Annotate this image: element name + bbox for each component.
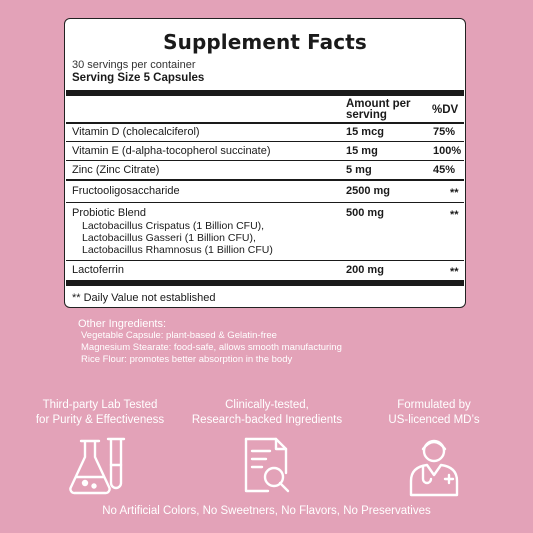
feature-md-formulated xyxy=(349,398,519,497)
ingredient-dv: ** xyxy=(450,187,459,199)
feature-clinically-tested xyxy=(182,398,352,497)
divider xyxy=(66,202,464,203)
amount-header-line2: serving xyxy=(346,109,387,121)
nutrient-name: Vitamin E (d-alpha-tocopherol succinate) xyxy=(72,145,271,157)
supplement-facts-panel xyxy=(64,18,466,308)
divider xyxy=(66,141,464,142)
divider xyxy=(66,90,464,96)
other-ingredients xyxy=(78,318,342,366)
nutrient-amount: 15 mg xyxy=(346,145,378,157)
ingredient-amount: 500 mg xyxy=(346,207,384,219)
probiotic-strain: Lactobacillus Gasseri (1 Billion CFU), xyxy=(82,232,256,244)
nutrient-dv: 45% xyxy=(433,164,456,176)
feature-line: US-licenced MD’s xyxy=(388,414,480,426)
document-search-icon xyxy=(232,435,302,497)
divider xyxy=(66,122,464,124)
nutrient-amount: 15 mcg xyxy=(346,126,384,138)
amount-header-line1: Amount per xyxy=(346,98,411,110)
facts-title: Supplement Facts xyxy=(163,30,367,54)
dv-header: %DV xyxy=(432,104,459,116)
probiotic-strain: Lactobacillus Crispatus (1 Billion CFU), xyxy=(82,220,265,232)
servings-per-container: 30 servings per container xyxy=(72,59,196,71)
other-ingredient-line: Rice Flour: promotes better absorption in the body xyxy=(81,354,293,365)
divider xyxy=(66,280,464,286)
feature-line: Third-party Lab Tested xyxy=(42,399,158,411)
other-ingredients-heading: Other Ingredients: xyxy=(78,318,167,330)
lab-flask-icon xyxy=(65,435,135,497)
ingredient-amount: 200 mg xyxy=(346,264,384,276)
ingredient-name: Fructooligosaccharide xyxy=(72,185,180,197)
feature-line: for Purity & Effectiveness xyxy=(35,414,165,426)
nutrient-dv: 100% xyxy=(433,145,462,157)
divider xyxy=(66,260,464,261)
other-ingredient-line: Magnesium Stearate: food-safe, allows smooth manufacturing xyxy=(81,342,342,353)
nutrient-name: Zinc (Zinc Citrate) xyxy=(72,164,160,176)
probiotic-strain: Lactobacillus Rhamnosus (1 Billion CFU) xyxy=(82,244,273,256)
feature-line: Research-backed Ingredients xyxy=(191,414,343,426)
divider xyxy=(66,179,464,181)
feature-lab-tested xyxy=(15,398,185,497)
nutrient-amount: 5 mg xyxy=(346,164,372,176)
ingredient-dv: ** xyxy=(450,209,459,221)
ingredient-name: Probiotic Blend xyxy=(72,207,146,219)
no-additives-statement: No Artificial Colors, No Sweetners, No Flavors, No Preservatives xyxy=(102,505,431,517)
divider xyxy=(66,160,464,161)
feature-line: Formulated by xyxy=(397,399,471,411)
ingredient-dv: ** xyxy=(450,266,459,278)
nutrient-name: Vitamin D (cholecalciferol) xyxy=(72,126,200,138)
ingredient-name: Lactoferrin xyxy=(72,264,124,276)
nutrient-dv: 75% xyxy=(433,126,456,138)
daily-value-footnote: ** Daily Value not established xyxy=(72,292,216,304)
feature-line: Clinically-tested, xyxy=(225,399,309,411)
other-ingredient-line: Vegetable Capsule: plant-based & Gelatin-free xyxy=(81,330,277,341)
serving-size: Serving Size 5 Capsules xyxy=(72,72,205,84)
ingredient-amount: 2500 mg xyxy=(346,185,391,197)
amount-header xyxy=(346,99,411,121)
doctor-icon xyxy=(399,435,469,497)
